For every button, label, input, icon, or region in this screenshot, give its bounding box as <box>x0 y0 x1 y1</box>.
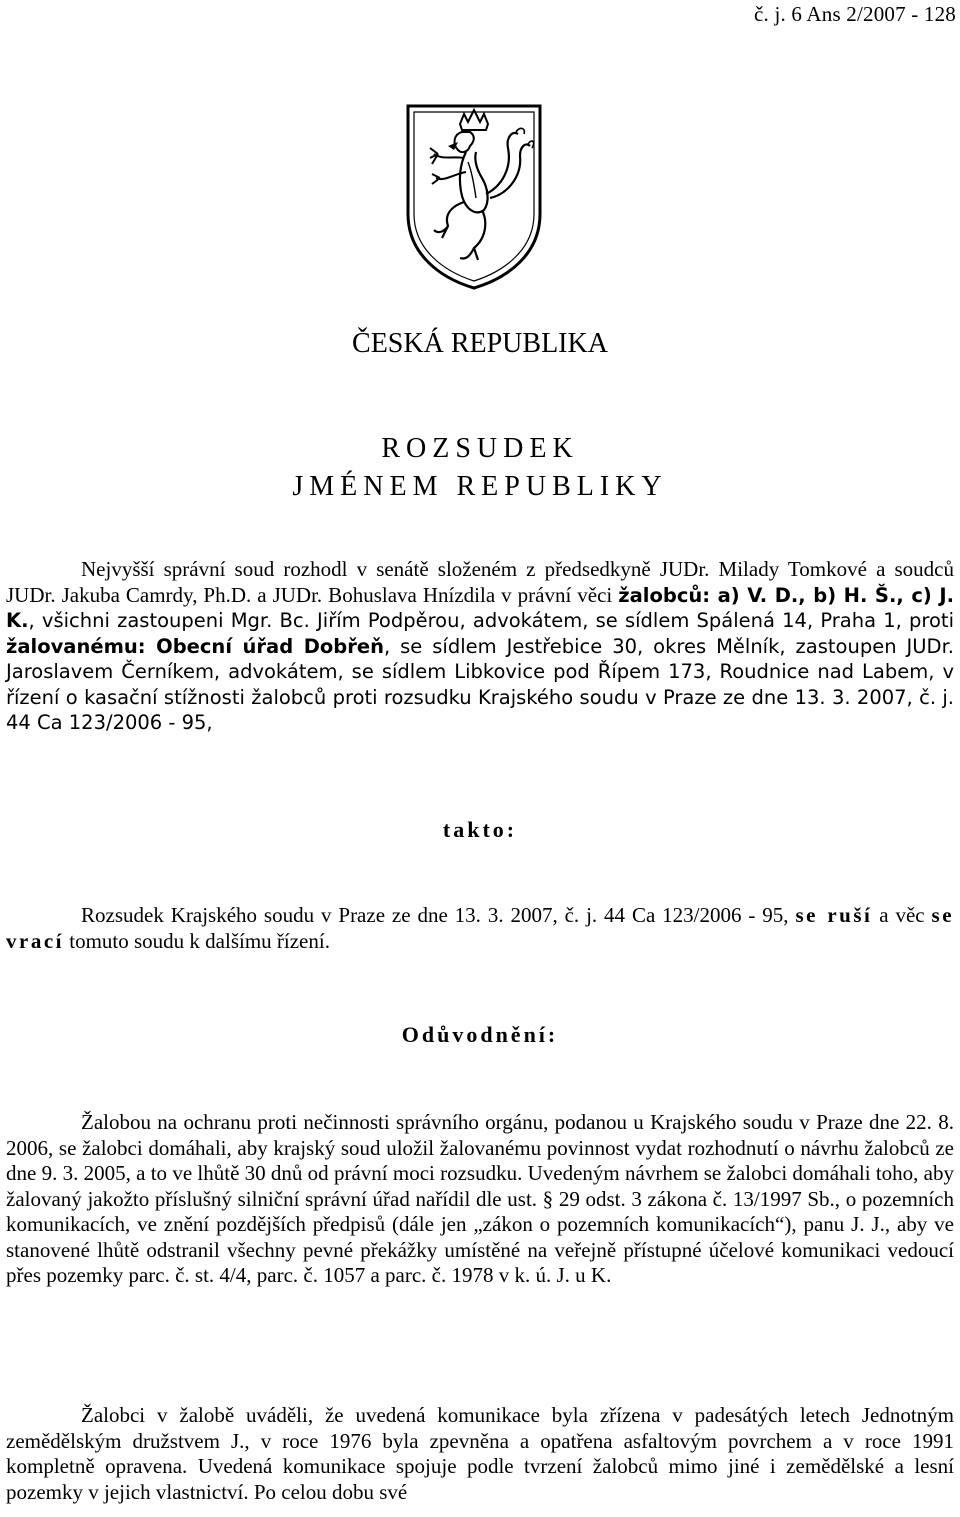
intro-court-composition: Nejvyšší správní soud rozhodl v senátě složeném z předsedkyně JUDr. Milady Tomkové a soudců JUDr. Jakuba Camrdy, Ph.D. a JUDr. Bohuslava Hnízdila v právní věci <box>6 557 954 607</box>
verdict-and-case: a věc <box>879 903 925 927</box>
defendant-name: žalovanému: Obecní úřad Dobřeň <box>6 634 384 658</box>
verdict-returned: se vrací <box>6 903 955 953</box>
paragraph-text: Žalobci v žalobě uváděli, že uvedená komunikace byla zřízena v padesátých letech Jednotným zemědělským družstvem J., v roce 1976 byla zpevněna a opatřena asfaltovým povrchem a v roce 1991 kompletně opravena. Uvedená komunikace spojuje podle tvrzení žalobců mimo jiné i zemědělské a lesní pozemky v jejich vlastnictví. Po celou dobu své <box>6 1403 954 1504</box>
intro-proceedings: , se sídlem Jestřebice 30, okres Mělník, zastoupen JUDr. Jaroslavem Černíkem, advokátem, se sídlem Libkovice pod Řípem 173, Roudnice nad Labem, v řízení o kasační stížnosti žalobců proti rozsudku Krajského soudu v Praze ze dne 13. 3. 2007, č. j. 44 Ca 123/2006 - 95, <box>6 634 954 734</box>
verdict-paragraph <box>6 903 954 954</box>
reasoning-heading: Odůvodnění: <box>401 1022 559 1047</box>
intro-paragraph <box>6 557 954 736</box>
verdict-annulled: se ruší <box>795 903 873 927</box>
title-line-verdict: ROZSUDEK <box>381 433 579 464</box>
verdict-annulled-judgment: Rozsudek Krajského soudu v Praze ze dne 13. 3. 2007, č. j. 44 Ca 123/2006 - 95, <box>81 903 789 927</box>
reasoning-paragraph-2 <box>6 1403 954 1505</box>
title-line-in-name-of-republic: JMÉNEM REPUBLIKY <box>292 471 668 502</box>
czech-coat-of-arms-icon <box>404 102 544 292</box>
case-number: č. j. 6 Ans 2/2007 - 128 <box>754 2 956 26</box>
paragraph-text: Žalobou na ochranu proti nečinnosti správního orgánu, podanou u Krajského soudu v Praze dne 22. 8. 2006, se žalobci domáhali, aby krajský soud uložil žalovanému povinnost vydat rozhodnutí o návrhu žalobců ze dne 9. 3. 2005, a to ve lhůtě 30 dnů od právní moci rozsudku. Uvedeným návrhem se žalobci domáhali toho, aby žalovaný jakožto příslušný silniční správní úřad nařídil dle ust. § 29 odst. 3 zákona č. 13/1997 Sb., o pozemních komunikacích, ve znění pozdějších předpisů (dále jen „zákon o pozemních komunikacích“), panu J. J., aby ve stanovené lhůtě odstranil všechny pevné překážky umístěné na veřejně přístupné účelové komunikaci vedoucí přes pozemky parc. č. st. 4/4, parc. č. 1057 a parc. č. 1978 v k. ú. J. u K. <box>6 1110 954 1287</box>
verdict-further-proceedings: tomuto soudu k dalšímu řízení. <box>69 928 330 953</box>
plaintiffs-names: žalobců: a) V. D., b) H. Š., c) J. K. <box>6 583 954 632</box>
reasoning-paragraph-1 <box>6 1110 954 1289</box>
intro-representation: , všichni zastoupeni Mgr. Bc. Jiřím Podpěrou, advokátem, se sídlem Spálená 14, Praha 1, proti <box>28 609 954 632</box>
country-name: ČESKÁ REPUBLIKA <box>352 328 608 359</box>
document-title <box>0 430 960 506</box>
takto-heading: takto: <box>442 817 518 842</box>
